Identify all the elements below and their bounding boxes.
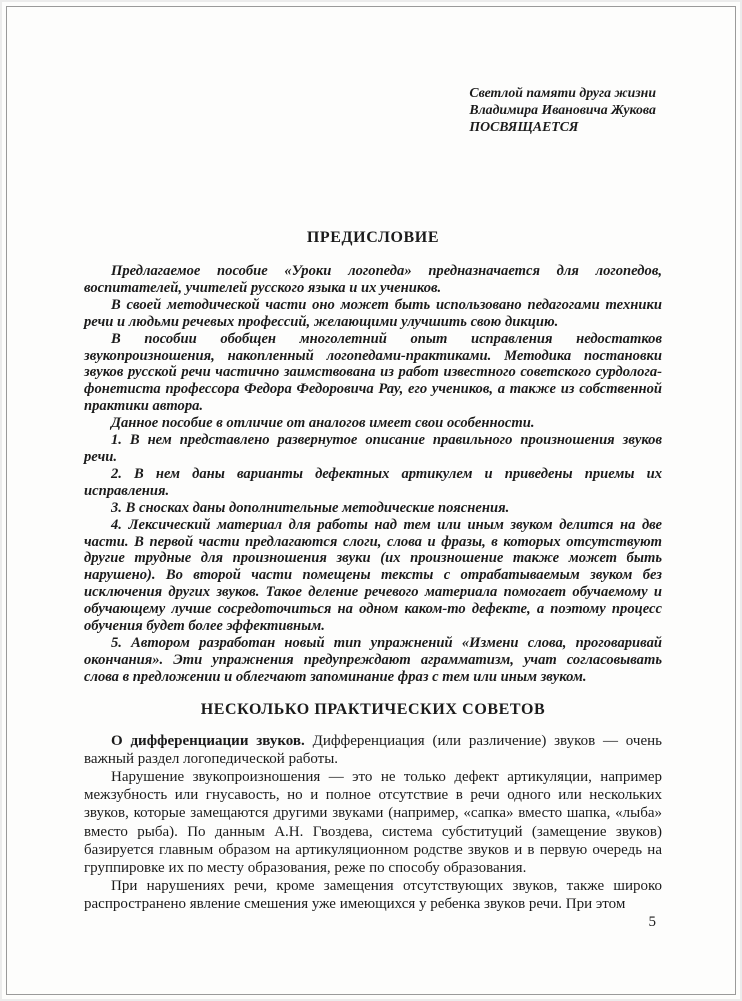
paragraph: Данное пособие в отличие от аналогов имеет свои особенности. (111, 415, 535, 432)
dedication (469, 84, 656, 135)
paragraph: 1. В нем представлено развернутое описание правильного произношения звуков речи. (84, 432, 662, 465)
advice-title: НЕСКОЛЬКО ПРАКТИЧЕСКИХ СОВЕТОВ (200, 700, 546, 718)
paragraph-text: Нарушение звукопроизношения — это не только дефект артикуляции, например межзубность или гнусавость, но и полное отсутствие в речи одного или нескольких звуков, которые замещаются другими звуками (например, «сапка» вместо шапка, «лыба» вместо рыба). По данным А.Н. Гвоздева, система субституций (замещение звуков) базируется главным образом на артикуляционном родстве звуков и в первую очередь на группировке их по месту образования, реже по способу образования. (84, 769, 662, 877)
paragraph: 3. В сносках даны дополнительные методические пояснения. (111, 499, 510, 516)
paragraph (84, 768, 662, 877)
paragraph: 4. Лексический материал для работы над тем или иным звуком делится на две части. В первой части предлагаются слоги, слова и фразы, в которых отсутствуют другие трудные для произношения звуки (их произношение также может быть нарушено). Во второй части помещены тексты с отрабатываемым звуком без исключения других звуков. Такое деление речевого материала помогает обучаемому и обучающему лучше сосредоточиться на одном каком-то дефекте, а поэтому процесс обучения будет более эффективным. (84, 516, 662, 635)
dedication-line: ПОСВЯЩАЕТСЯ (469, 119, 579, 134)
paragraph (84, 732, 662, 768)
preface-title: ПРЕДИСЛОВИЕ (306, 229, 440, 246)
paragraph: В пособии обобщен многолетний опыт исправления недостатков звукопроизношения, накопленный логопедами-практиками. Методика постановки звуков русской речи частично заимствована из работ известного советского сурдолога-фонетиста профессора Федора Федоровича Рау, его учеников, а также из собственной практики автора. (84, 330, 662, 415)
paragraph: Предлагаемое пособие «Уроки логопеда» предназначается для логопедов, воспитателей, учителей русского языка и их учеников. (84, 263, 662, 296)
paragraph: 2. В нем даны варианты дефектных артикулем и приведены приемы их исправления. (84, 465, 662, 499)
dedication-line: Владимира Ивановича Жукова (469, 102, 656, 117)
paragraph (84, 877, 662, 913)
page-number: 5 (648, 914, 656, 930)
preface-section (84, 263, 662, 686)
advice-section (84, 732, 662, 914)
paragraph: В своей методической части оно может быть использовано педагогами техники речи и людьми речевых профессий, желающими улучшить свою дикцию. (84, 296, 662, 330)
paragraph-lead: О дифференциации звуков. (111, 732, 305, 749)
dedication-line: Светлой памяти друга жизни (469, 85, 656, 100)
paragraph-text: При нарушениях речи, кроме замещения отсутствующих звуков, также широко распространено явление смешения уже имеющихся у ребенка звуков речи. При этом (84, 878, 662, 913)
paragraph: 5. Автором разработан новый тип упражнений «Измени слова, проговаривай окончания». Эти упражнения предупреждают аграмматизм, учат согласовывать слова в предложении и облегчают запоминание фраз с тем или иным звуком. (84, 634, 662, 685)
paragraph-text: Дифференциация (или различение) звуков — очень важный раздел логопедической работы. (84, 732, 662, 767)
